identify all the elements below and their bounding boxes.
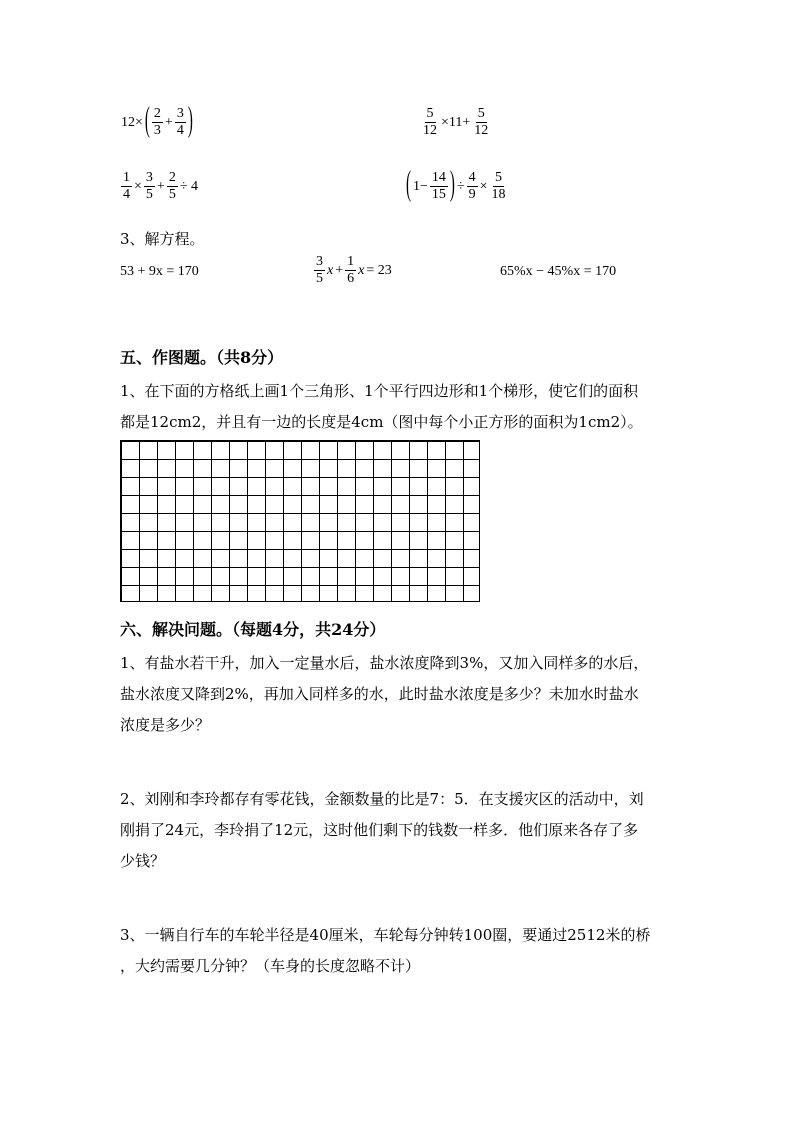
right-paren: ): [449, 166, 455, 204]
left-paren: (: [144, 102, 150, 140]
section-6-title: 六、解决问题。（每题4分，共24分）: [120, 620, 386, 639]
section-6-question-2-line-3: 少钱？: [120, 852, 166, 870]
fraction: $\frac{14}{15}$: [431, 170, 446, 202]
expression-3: $\frac{1}{4}$ × $\frac{3}{5}$ + $\frac{2}{5}$ ÷ 4: [123, 170, 198, 202]
fraction: $\frac{1}{4}$: [123, 170, 130, 202]
expression-2: $\frac{5}{12}$ ×11+ $\frac{5}{12}$: [423, 106, 489, 138]
grid-paper: [120, 440, 480, 602]
fraction: $\frac{3}{4}$: [176, 106, 184, 138]
fraction: $\frac{5}{12}$: [474, 106, 489, 138]
left-paren: (: [406, 166, 411, 204]
fraction: $\frac{5}{12}$: [423, 106, 437, 138]
equation-1: 53 + 9x = 170: [120, 264, 199, 279]
fraction: $\frac{1}{6}$: [347, 254, 355, 286]
section-5-title: 五、作图题。（共8分）: [120, 348, 284, 367]
fraction: $\frac{3}{5}$: [316, 254, 323, 286]
fraction: $\frac{3}{5}$: [145, 170, 153, 202]
section-3-title: 3、解方程。: [120, 230, 205, 248]
section-6-question-2-line-1: 2、刘刚和李玲都存有零花钱，金额数量的比是7：5．在支援灾区的活动中，刘: [120, 790, 644, 808]
section-6-question-1-line-1: 1、有盐水若干升，加入一定量水后，盐水浓度降到3%，又加入同样多的水后，: [120, 654, 649, 672]
section-5-question-1-line-2: 都是12cm2，并且有一边的长度是4cm（图中每个小正方形的面积为1cm2）。: [120, 413, 643, 431]
equation-3: 65%x − 45%x = 170: [500, 264, 617, 279]
section-5-question-1-line-1: 1、在下面的方格纸上画1个三角形、1个平行四边形和1个梯形，使它们的面积: [120, 382, 639, 400]
right-paren: ): [187, 102, 193, 140]
fraction: $\frac{5}{18}$: [491, 170, 506, 202]
expression-4: ( 1− $\frac{14}{15}$ ) ÷ $\frac{4}{9}$ × $\frac{5}{18}$: [405, 170, 509, 203]
section-6-question-2-line-2: 刚捐了24元，李玲捐了12元，这时他们剩下的钱数一样多．他们原来各存了多: [120, 821, 639, 839]
equation-2: $\frac{3}{5}$ x+ $\frac{1}{6}$ x= 23: [316, 254, 392, 286]
section-6-question-3-line-1: 3、一辆自行车的车轮半径是40厘米，车轮每分钟转100圈，要通过2512米的桥: [120, 926, 651, 944]
section-6-question-1-line-3: 浓度是多少？: [120, 716, 211, 734]
section-6-question-3-line-2: ，大约需要几分钟？（车身的长度忽略不计）: [120, 957, 421, 975]
fraction: $\frac{2}{3}$: [153, 106, 161, 138]
fraction: $\frac{2}{5}$: [168, 170, 176, 202]
section-6-question-1-line-2: 盐水浓度又降到2%，再加入同样多的水，此时盐水浓度是多少？未加水时盐水: [120, 685, 639, 703]
expression-1: 12× ( $\frac{2}{3}$ + $\frac{3}{4}$ ): [120, 106, 194, 139]
fraction: $\frac{4}{9}$: [468, 170, 476, 202]
